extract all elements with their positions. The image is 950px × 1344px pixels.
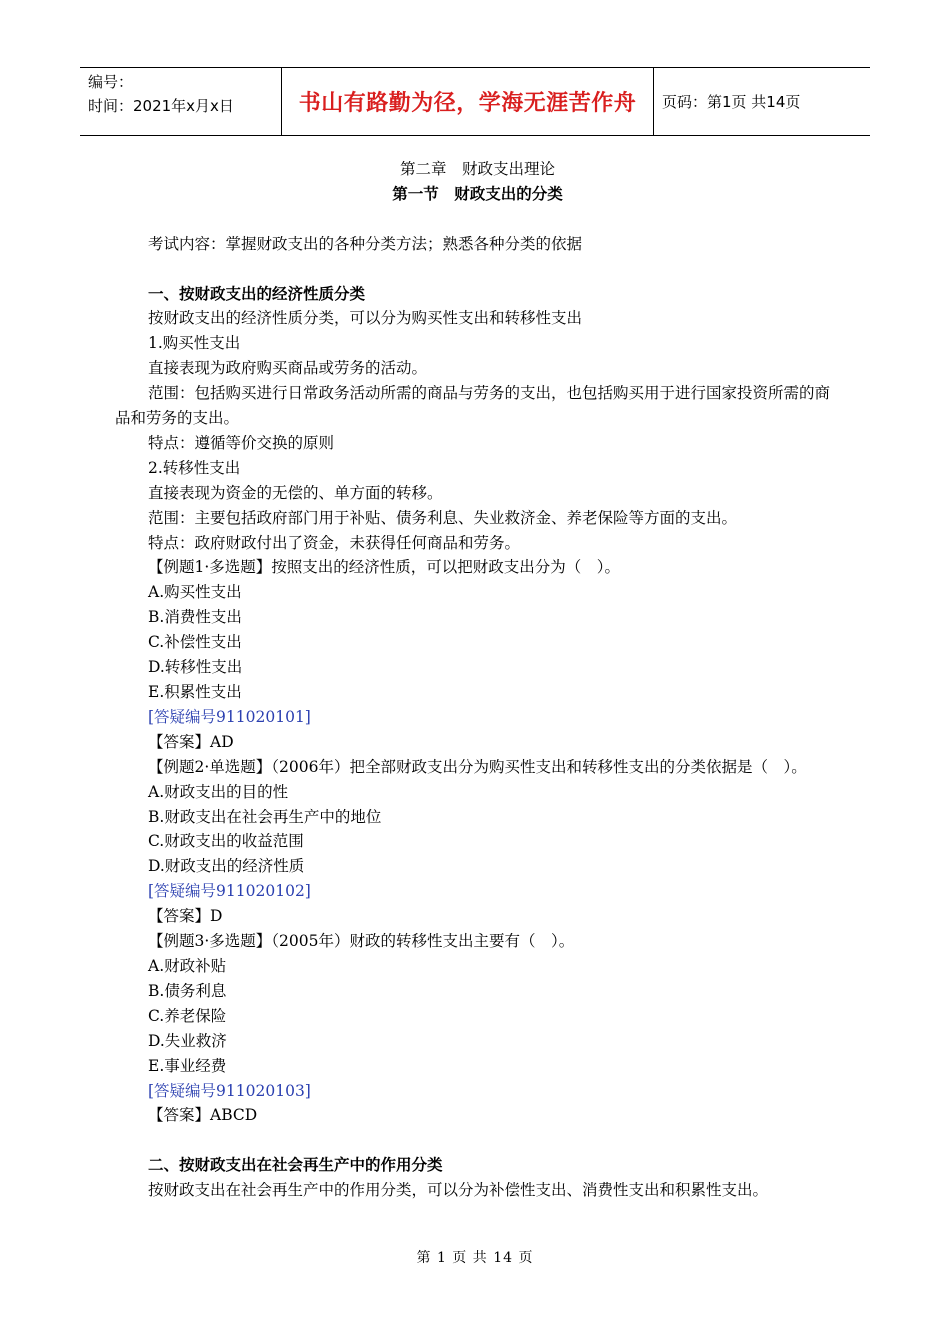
paragraph: 按财政支出的经济性质分类，可以分为购买性支出和转移性支出	[148, 309, 583, 328]
page-footer: 第 1 页 共 14 页	[416, 1250, 534, 1266]
question-option: C.补偿性支出	[148, 633, 242, 652]
question-answer: 【答案】ABCD	[148, 1106, 258, 1125]
question-option: C.财政支出的收益范围	[148, 832, 304, 851]
question-stem: 【例题3·多选题】（2005年）财政的转移性支出主要有（ ）。	[148, 932, 575, 951]
question-answer: 【答案】AD	[148, 732, 234, 751]
question-option: D.失业救济	[148, 1031, 227, 1050]
heading-1: 一、按财政支出的经济性质分类	[148, 284, 366, 303]
question-option: E.积累性支出	[148, 683, 242, 701]
question-option: D.转移性支出	[148, 658, 243, 677]
paragraph: 直接表现为政府购买商品或劳务的活动。	[148, 359, 428, 378]
section-title: 第一节 财政支出的分类	[392, 184, 563, 203]
question-reference-link[interactable]: [答疑编号911020102]	[148, 882, 311, 901]
paragraph: 2.转移性支出	[148, 458, 241, 477]
header-page-info	[654, 68, 870, 135]
paragraph: 按财政支出在社会再生产中的作用分类，可以分为补偿性支出、消费性支出和积累性支出。	[148, 1181, 769, 1200]
paragraph: 范围：包括购买进行日常政务活动所需的商品与劳务的支出，也包括购买用于进行国家投资所需的商品和劳务的支出。	[115, 384, 831, 428]
paragraph: 特点：政府财政付出了资金，未获得任何商品和劳务。	[148, 533, 521, 552]
page-info-text: 页码：第1页 共14页	[662, 93, 801, 111]
question-option: A.财政补贴	[148, 956, 227, 975]
question-option: B.财政支出在社会再生产中的地位	[148, 807, 382, 826]
motto-text: 书山有路勤为径，学海无涯苦作舟	[298, 91, 637, 116]
question-stem: 【例题2·单选题】（2006年）把全部财政支出分为购买性支出和转移性支出的分类依据是（ ）。	[148, 757, 807, 776]
document-body	[115, 157, 840, 1203]
header-motto-cell	[282, 68, 654, 135]
question-answer: 【答案】D	[148, 907, 223, 926]
question-option: E.事业经费	[148, 1056, 227, 1075]
page-header	[80, 67, 870, 136]
question-reference-link[interactable]: [答疑编号911020103]	[148, 1081, 311, 1100]
document-date: 时间：2021年x月x日	[88, 97, 234, 115]
question-option: A.财政支出的目的性	[148, 782, 289, 801]
question-option: A.购买性支出	[148, 583, 242, 602]
exam-content: 考试内容：掌握财政支出的各种分类方法；熟悉各种分类的依据	[148, 234, 583, 253]
question-stem: 【例题1·多选题】按照支出的经济性质，可以把财政支出分为（ ）。	[148, 558, 621, 577]
question-option: B.债务利息	[148, 981, 227, 1000]
paragraph: 范围：主要包括政府部门用于补贴、债务利息、失业救济金、养老保险等方面的支出。	[148, 508, 738, 527]
question-option: D.财政支出的经济性质	[148, 857, 305, 876]
heading-2: 二、按财政支出在社会再生产中的作用分类	[148, 1156, 443, 1175]
document-number-label: 编号：	[88, 73, 134, 91]
question-option: C.养老保险	[148, 1006, 227, 1025]
question-option: B.消费性支出	[148, 608, 242, 627]
paragraph: 1.购买性支出	[148, 334, 241, 353]
header-meta	[80, 68, 282, 135]
paragraph: 特点：遵循等价交换的原则	[148, 433, 335, 452]
paragraph: 直接表现为资金的无偿的、单方面的转移。	[148, 483, 443, 502]
chapter-title: 第二章 财政支出理论	[399, 160, 555, 178]
question-reference-link[interactable]: [答疑编号911020101]	[148, 707, 311, 726]
